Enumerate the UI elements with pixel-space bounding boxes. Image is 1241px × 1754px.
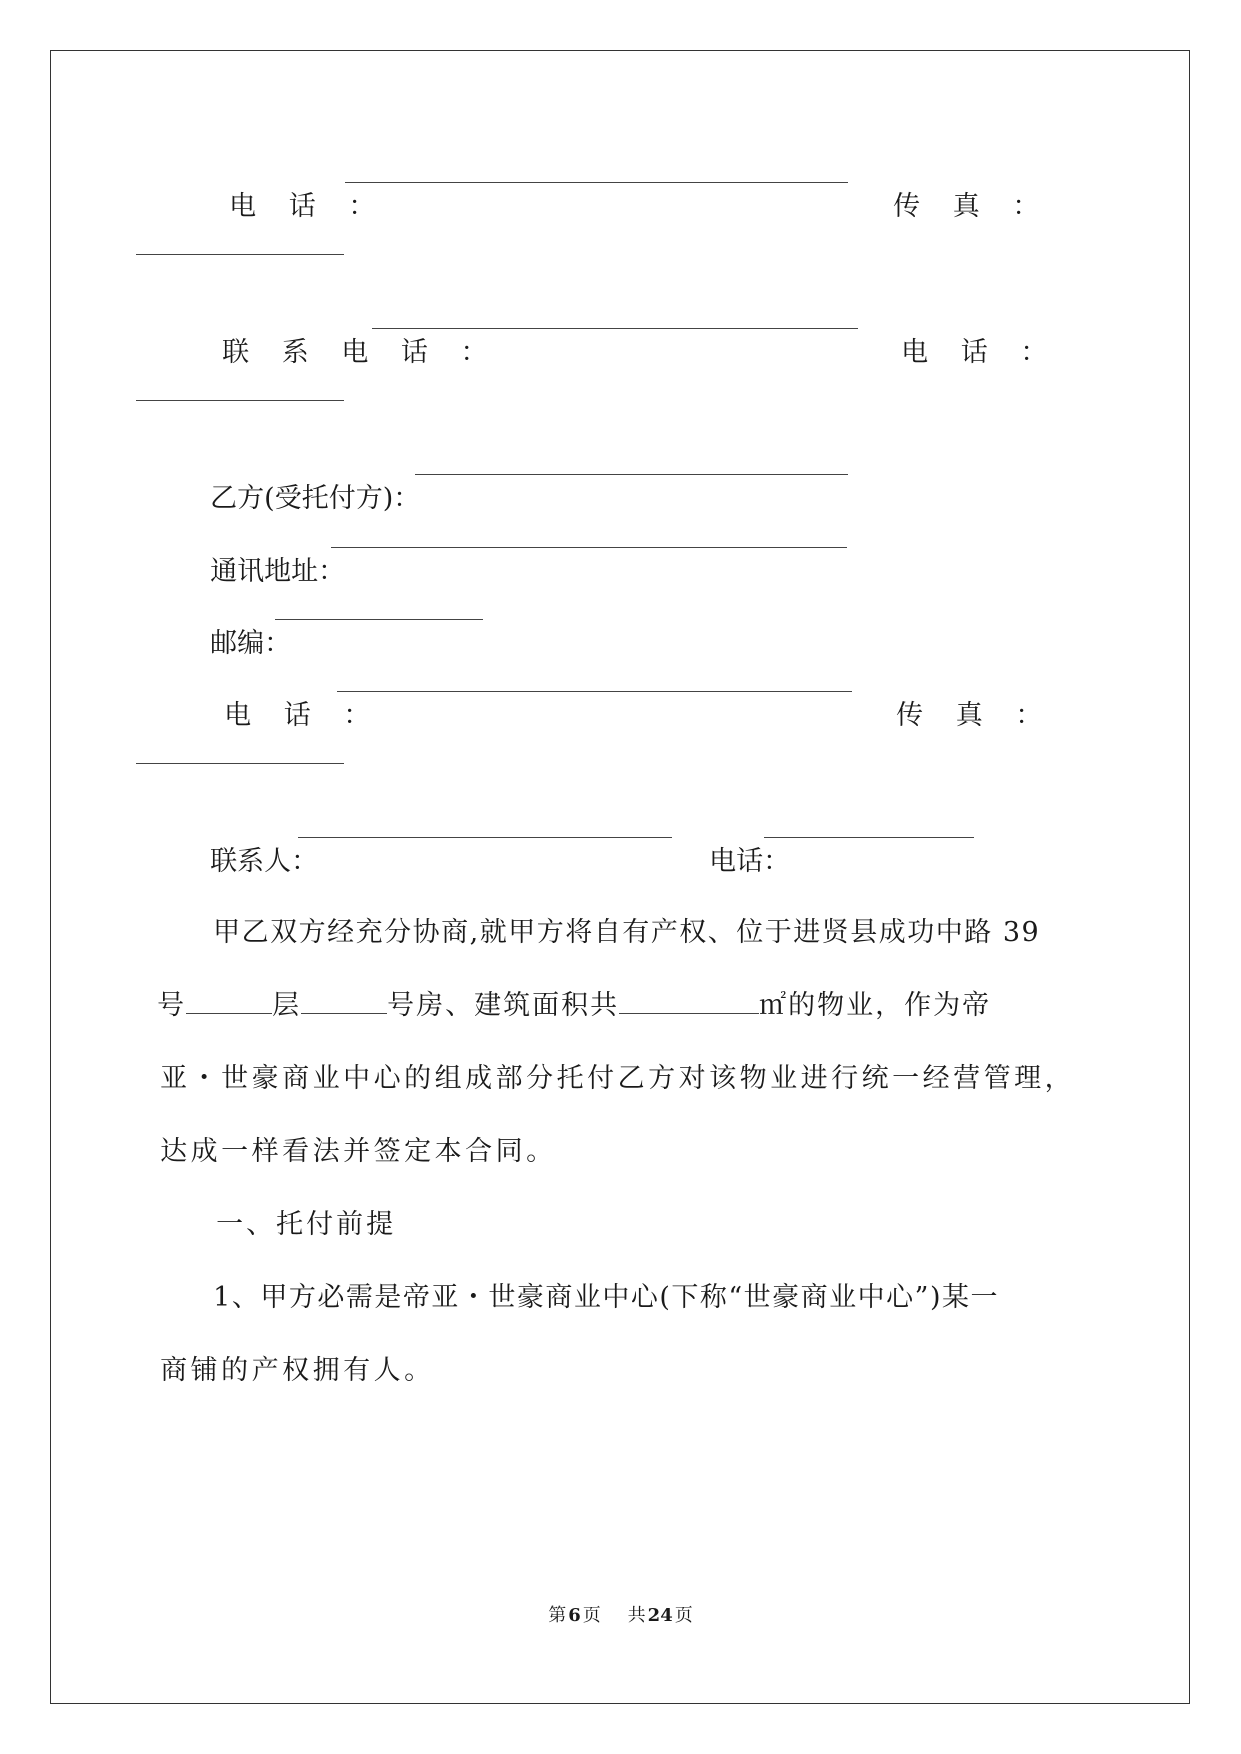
address-label: 通讯地址：: [210, 556, 346, 587]
address-field[interactable]: [331, 547, 847, 548]
postcode-field[interactable]: [275, 619, 483, 620]
para1-line1: 甲乙双方经充分协商,就甲方将自有产权、位于进贤县成功中路 39: [213, 917, 1041, 948]
item1-line2: 商铺的产权拥有人。: [160, 1355, 435, 1386]
party-b-field[interactable]: [415, 474, 848, 475]
party-b-fax-field[interactable]: [136, 763, 344, 764]
phone-label: 电 话 ：: [229, 191, 388, 222]
fax-field[interactable]: [136, 254, 344, 255]
floor-field[interactable]: [186, 991, 272, 1014]
postcode-label: 邮编：: [210, 628, 292, 659]
section1-heading: 一、托付前提: [216, 1209, 397, 1240]
party-b-phone-field[interactable]: [337, 691, 852, 692]
contact-field[interactable]: [298, 837, 672, 838]
contact-phone-b-field[interactable]: [764, 837, 974, 838]
fax-label: 传 真 ：: [893, 191, 1052, 222]
item1-line1: 1、甲方必需是帝亚・世豪商业中心(下称“世豪商业中心”)某一: [213, 1282, 1000, 1313]
page-footer: 第 6 页 共 24 页: [548, 1605, 693, 1626]
party-b-fax-label: 传 真 ：: [896, 700, 1055, 731]
para1-line3: 亚・世豪商业中心的组成部分托付乙方对该物业进行统一经营管理，: [160, 1063, 1076, 1094]
area-field[interactable]: [619, 991, 759, 1014]
phone-field[interactable]: [345, 182, 848, 183]
contact-label: 联系人：: [210, 846, 319, 877]
phone2-field[interactable]: [136, 400, 344, 401]
para1-line4: 达成一样看法并签定本合同。: [160, 1136, 557, 1167]
party-b-phone-label: 电 话 ：: [224, 700, 383, 731]
party-b-title: 乙方(受托付方)：: [210, 483, 421, 514]
phone2-label: 电 话 ：: [901, 337, 1060, 368]
contact-phone-label: 联 系 电 话 ：: [222, 337, 500, 368]
contact-phone-field[interactable]: [372, 328, 858, 329]
contact-phone-b-label: 电话：: [709, 846, 791, 877]
para1-line2: 号 层 号房、建筑面积共 ㎡的物业，作为帝: [157, 990, 992, 1021]
room-field[interactable]: [301, 991, 387, 1014]
